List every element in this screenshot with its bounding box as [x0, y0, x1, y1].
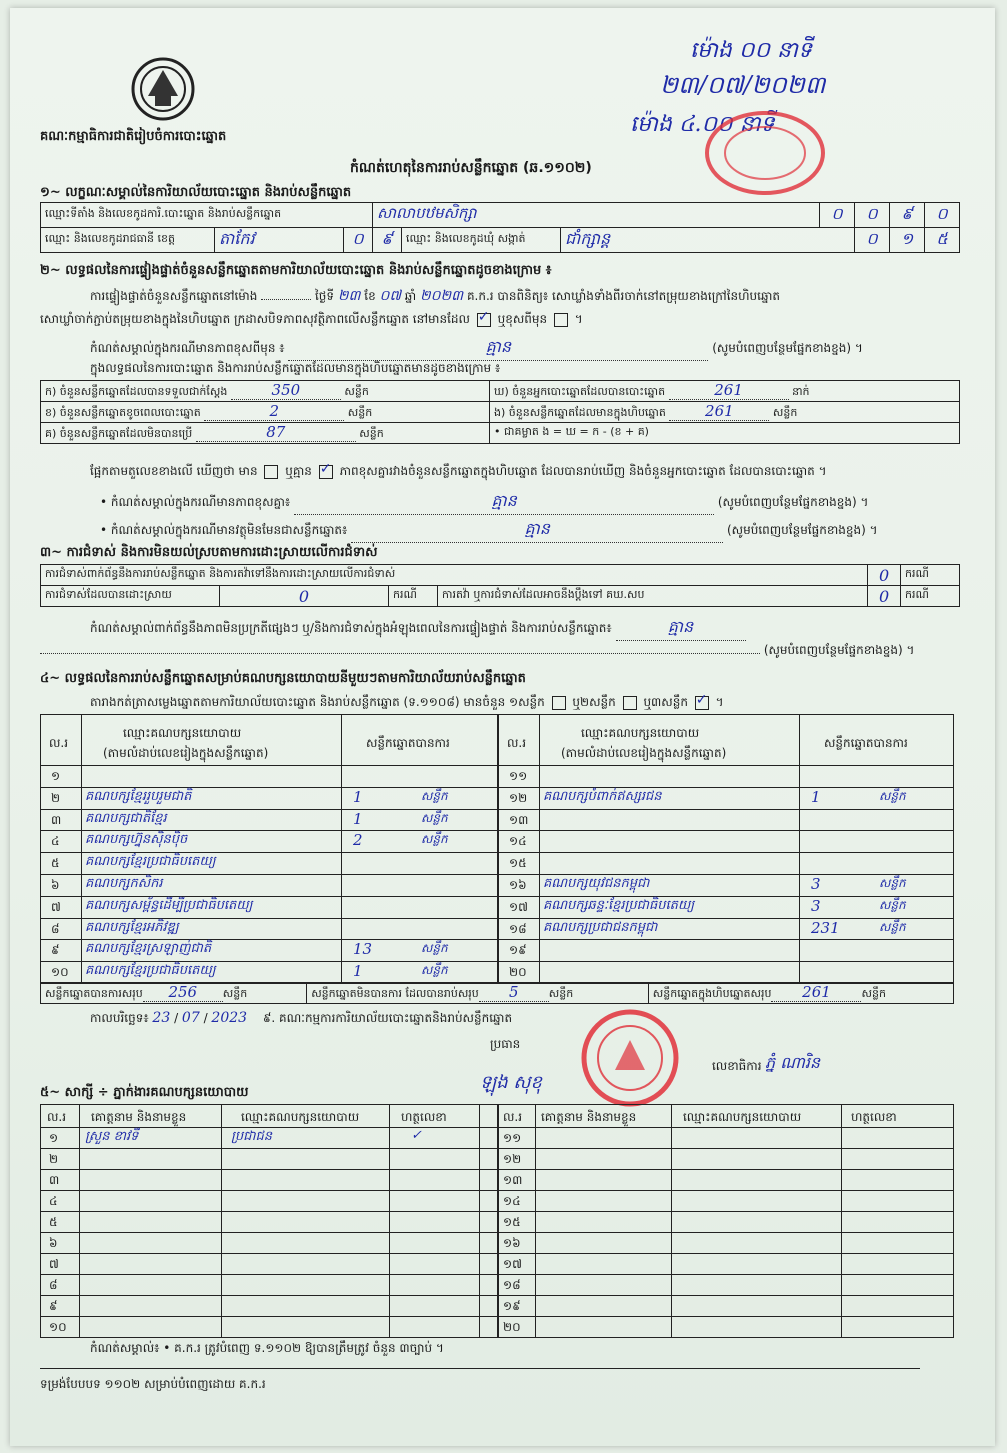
witness-left-no: ២: [49, 1152, 59, 1166]
ballots-received-unit: សន្លឹក: [344, 385, 369, 398]
appeal-value: 0: [868, 586, 901, 607]
witness-right-no: ១៨: [503, 1278, 521, 1292]
total-box-unit: សន្លឹក: [861, 987, 886, 1000]
results-right-col-votes: សន្លឹកឆ្នោតបានការ: [824, 736, 908, 750]
verify-time-blank: [261, 299, 311, 300]
secretary-label: លេខាធិការ: [712, 1059, 762, 1073]
compare-line: [90, 463, 827, 481]
results-left-row-party: គណបក្សខ្មែរប្រជាធិបតេយ្យ: [85, 963, 216, 979]
org-name: គណៈកម្មាធិការជាតិរៀបចំការបោះឆ្នោត: [40, 129, 227, 144]
handwritten-note-1: ម៉ោង ០០ នាទី: [690, 38, 812, 63]
witness-row-line: [41, 1274, 953, 1275]
irregularity-note-label: កំណត់សម្គាល់ពាក់ព័ន្ធនឹងភាពមិនប្រក្រតីផ្សេងៗ ឬ/និងការជំទាស់ក្នុងអំឡុងពេលនៃការផ្ទៀងផ្ទាត់ និងការរាប់សន្លឹកឆ្នោត៖: [90, 621, 612, 635]
results-right-row-unit: សន្លឹក: [879, 788, 906, 803]
witness-header-5: គោត្តនាម និងនាមខ្លួន: [541, 1110, 637, 1124]
count-row-c: [41, 423, 490, 444]
results-right-col-party: ឈ្មោះគណបក្សនយោបាយ: [581, 726, 700, 740]
section1-title: ១~ លក្ខណៈសម្គាល់នៃការិយាល័យបោះឆ្នោត និងរាប់សន្លឹកឆ្នោត: [40, 185, 352, 200]
results-right-row-no: ២០: [509, 965, 527, 980]
section2-title: ២~ លទ្ធផលនៃការផ្ទៀងផ្ទាត់ចំនួនសន្លឹកឆ្នោតតាមការិយាល័យបោះឆ្នោត និងរាប់សន្លឹកឆ្នោតដូចខាងក្រោម ៖: [40, 263, 552, 278]
location-code-3: ៩: [890, 203, 925, 228]
results-right-row-no: ១៩: [509, 943, 527, 958]
witness-left-no: ៤: [49, 1194, 58, 1208]
witness-row-line: [41, 1232, 953, 1233]
witness-right-no: ១៧: [503, 1257, 522, 1271]
form-title: កំណត់ហេតុនៃការរាប់សន្លឹកឆ្នោត (ឆ.១១០២): [350, 160, 592, 176]
witness-row-line: [41, 1169, 953, 1170]
province-label: ឈ្មោះ និងលេខកូដរាជធានី ខេត្ត: [41, 228, 215, 253]
year-label: ឆ្នាំ: [404, 289, 417, 303]
irregularity-extra-field[interactable]: [40, 653, 760, 654]
total-box-value: 261: [771, 983, 861, 1002]
section3-title: ៣~ ការជំទាស់ និងការមិនយល់ស្របតាមការដោះស្រាយលើការជំទាស់: [40, 545, 378, 560]
results-left-row-unit: សន្លឹក: [421, 832, 448, 847]
total-valid-value: 256: [143, 983, 223, 1002]
objections-unit: ករណី: [901, 565, 960, 586]
objections-label: ការជំទាស់ពាក់ព័ន្ធនឹងការរាប់សន្លឹកឆ្នោត និងការតវ៉ាទៅនឹងការដោះស្រាយលើការជំទាស់: [41, 565, 868, 586]
count-row-a: [41, 381, 490, 402]
results-left-row-party: គណបក្សខ្មែរប្រជាធិបតេយ្យ: [85, 854, 216, 870]
witness-right-no: ១៤: [503, 1194, 521, 1208]
province-code-1: ០: [344, 228, 373, 253]
note2-fill-note: (សូមបំពេញបន្ថែមផ្នែកខាងខ្នង) ។: [726, 523, 878, 537]
results-left-row-party: គណបក្សហ្វ៊ុនស៊ិនប៉ិច: [85, 832, 188, 848]
results-right: [499, 715, 953, 983]
count-row-d: [490, 381, 960, 402]
results-left-row-unit: សន្លឹក: [421, 810, 448, 825]
three-sheets-checkbox[interactable]: [695, 696, 709, 710]
commune-code-3: ៥: [925, 228, 960, 253]
note2-field[interactable]: [351, 518, 723, 543]
chair-label: ប្រធាន: [490, 1037, 521, 1051]
totals-table: [40, 982, 954, 1004]
results-left-row-no: ២: [51, 790, 61, 805]
counts-table: [40, 380, 960, 444]
one-sheet-checkbox[interactable]: [552, 696, 566, 710]
results-left-row-no: ៧: [51, 899, 61, 914]
footnote: កំណត់សម្គាល់៖ • គ.ក.រ ត្រូវបំពេញ ទ.១១០២ ឱ្យបានត្រឹមត្រូវ ចំនួន ៣ច្បាប់ ។: [90, 1341, 444, 1355]
location-code-4: ០: [925, 203, 960, 228]
witness-header-0: ល.រ: [47, 1110, 67, 1124]
irregularity-note-line: [90, 616, 746, 641]
voters-voted-value: 261: [669, 381, 789, 400]
results-right-row-line: [499, 830, 953, 831]
results-right-row-no: ១៥: [509, 856, 527, 871]
compare-text: ភាពខុសគ្នារវាងចំនួនសន្លឹកឆ្នោតក្នុងហិបឆ្នោត ដែលបានរាប់ឃើញ និងចំនួនអ្នកបោះឆ្នោត ដែលបានបោះឆ្នោត ។: [339, 464, 827, 478]
tally-sheet-text: តារាងកត់ត្រាសម្លេងឆ្នោតតាមការិយាល័យបោះឆ្នោត និងរាប់សន្លឹកឆ្នោត (ទ.១១០៨) មានចំនួន ១សន្លឹក: [90, 695, 545, 709]
witness-left-no: ៦: [49, 1236, 58, 1250]
note1-label: • កំណត់សម្គាល់ក្នុងករណីមានភាពខុសគ្នា៖: [100, 495, 291, 509]
secretary-name: ភ្នំ ណារិន: [765, 1053, 821, 1072]
date-year: 2023: [211, 1010, 248, 1026]
different-checkbox[interactable]: [554, 313, 568, 327]
month-value: ០៧: [379, 288, 401, 304]
results-left-divider-2: [341, 715, 342, 983]
year-value: ២០២៣: [420, 288, 464, 304]
witness-header-7: ហត្ថលេខា: [851, 1110, 897, 1124]
results-right-row-party: គណបក្សឆន្ទៈខ្មែរប្រជាធិបតេយ្យ: [543, 897, 695, 913]
total-box-label: សន្លឹកឆ្នោតក្នុងហិបឆ្នោតសរុប: [652, 987, 772, 1000]
location-label: ឈ្មោះទីតាំង និងលេខកូដការិ.បោះឆ្នោត និងរាប់សន្លឹកឆ្នោត: [41, 203, 373, 228]
results-left-row-party: គណបក្សខ្មែរអភិវឌ្ឍ: [85, 919, 179, 935]
total-invalid-value: 5: [479, 983, 549, 1002]
results-left-row-no: ១០: [51, 965, 69, 980]
commune-code-2: ១: [890, 228, 925, 253]
three-sheets-label: ឬ៣សន្លឹក: [643, 695, 688, 709]
has-difference-checkbox[interactable]: [264, 465, 278, 479]
two-sheets-checkbox[interactable]: [623, 696, 637, 710]
total-invalid-cell: [307, 983, 649, 1004]
different-label: ឬខុសពីមុន: [497, 312, 548, 326]
appeal-unit: ករណី: [901, 586, 960, 607]
witness-name: ស្រួន ខាវទី: [85, 1129, 139, 1144]
verify-time-label: ការផ្ទៀងផ្ទាត់ចំនួនសន្លឹកឆ្នោតនៅម៉ោង: [90, 289, 258, 303]
note1-field[interactable]: [294, 490, 714, 515]
results-left-col-no: ល.រ: [49, 736, 69, 750]
witness-col-divider: [479, 1105, 480, 1337]
witness-row-line: [41, 1148, 953, 1149]
irregularity-fill-line: [40, 642, 950, 660]
verify-text: គ.ក.រ បានពិនិត្យ៖ សោឃ្លាំងទាំងពីរចាក់នៅតម្រុយខាងក្រៅនៃហិបឆ្នោត: [466, 289, 781, 303]
witness-table: [40, 1104, 954, 1338]
witness-signature: ✓: [411, 1128, 422, 1143]
compare-has-label: ផ្អែកតាមតួលេខខាងលើ ឃើញថា មាន: [90, 464, 258, 478]
results-right-row-no: ១៧: [509, 899, 528, 914]
results-left-row-votes: 13: [353, 940, 373, 959]
witness-row-line: [41, 1127, 953, 1128]
appeal-label: ការតវ៉ា ឬការជំទាស់ដែលអាចនឹងប្តឹងទៅ គឃ.សប: [438, 586, 868, 607]
emblem-logo: [128, 56, 198, 122]
month-label: ខែ: [364, 289, 376, 303]
note2-line: [100, 518, 878, 543]
witness-left-no: ១: [49, 1131, 59, 1145]
form-page: [10, 8, 995, 1446]
witness-header-6: ឈ្មោះគណបក្សនយោបាយ: [683, 1110, 802, 1124]
ballots-in-box-label: ង) ចំនួនសន្លឹកឆ្នោតដែលមានក្នុងហិបឆ្នោត: [494, 406, 666, 419]
results-right-header-line: [499, 765, 953, 766]
results-left-row-unit: សន្លឹក: [421, 963, 448, 978]
verification-line-1: [90, 286, 780, 307]
commune-label: ឈ្មោះ និងលេខកូដឃុំ សង្កាត់: [402, 228, 561, 253]
province-value: តាកែវ: [215, 228, 344, 253]
witness-header-4: ល.រ: [503, 1110, 523, 1124]
witness-right-no: ១៣: [503, 1173, 523, 1187]
irregularity-note-field[interactable]: [616, 616, 746, 641]
results-left-row-votes: 1: [353, 962, 363, 981]
witness-right-no: ១៦: [503, 1236, 521, 1250]
date-line: កាលបរិច្ឆេទ៖ 23 / 07 / 2023 ៩. គណៈកម្មការការិយាល័យបោះឆ្នោតនិងរាប់សន្លឹកឆ្នោត: [90, 1010, 513, 1026]
results-left-row-no: ១: [51, 769, 61, 783]
total-valid-cell: [41, 983, 307, 1004]
witness-row-line: [41, 1295, 953, 1296]
results-left-row-no: ៦: [51, 878, 60, 892]
witness-right-no: ១៥: [503, 1215, 521, 1229]
count-row-b: [41, 402, 490, 423]
witness-row-line: [41, 1190, 953, 1191]
note1-value: គ្មាន: [491, 491, 517, 510]
date-day: 23: [152, 1010, 171, 1026]
no-difference-checkbox[interactable]: [319, 465, 333, 479]
handwritten-note-2: ម៉ោង ៤.០០ នាទី: [630, 112, 775, 137]
results-right-col-no: ល.រ: [507, 736, 527, 750]
location-code-2: ០: [855, 203, 890, 228]
tally-sheet-line: តារាងកត់ត្រាសម្លេងឆ្នោតតាមការិយាល័យបោះឆ្នោត និងរាប់សន្លឹកឆ្នោត (ទ.១១០៨) មានចំនួន ១សន្លឹក ឬ២សន្លឹក ឬ៣សន្លឹក ✓ ។: [90, 694, 724, 712]
results-left-row-votes: 1: [353, 809, 363, 828]
irregularity-fill-note: (សូមបំពេញបន្ថែមផ្នែកខាងខ្នង) ។: [763, 643, 915, 657]
seal-text: សោឃ្លាំចាក់ភ្ជាប់តម្រុយខាងក្នុងនៃហិបឆ្នោត ក្រដាសបិទភាពសុវត្ថិភាពលើសន្លឹកឆ្នោត នៅមានដែល: [40, 312, 470, 326]
witness-header-2: ឈ្មោះគណបក្សនយោបាយ: [241, 1110, 360, 1124]
results-right-row-line: [499, 939, 953, 940]
results-left-row-party: គណបក្សខ្មែរស្រឡាញ់ជាតិ: [85, 941, 212, 957]
witness-col-divider: [221, 1105, 222, 1337]
results-right-row-no: ១៦: [509, 878, 527, 892]
note1-fill-note: (សូមបំពេញបន្ថែមផ្នែកខាងខ្នង) ។: [717, 495, 869, 509]
counts-intro: ក្នុងលទ្ធផលនៃការបោះឆ្នោត និងការរាប់សន្លឹកឆ្នោតដែលមានក្នុងហិបឆ្នោតមានដូចខាងក្រោម ៖: [90, 361, 501, 375]
committee-label: ៩. គណៈកម្មការការិយាល័យបោះឆ្នោតនិងរាប់សន្លឹកឆ្នោត: [262, 1011, 513, 1025]
results-right-row-votes: 1: [811, 787, 821, 806]
note1-line: [100, 490, 868, 515]
spoiled-ballots-label: ខ) ចំនួនសន្លឹកឆ្នោតខូចពេលបោះឆ្នោត: [45, 406, 201, 419]
note2-label: • កំណត់សម្គាល់ក្នុងករណីមានវត្ថុមិនមែនជាសន្លឹកឆ្នោត៖: [100, 523, 348, 537]
witness-row-line: [41, 1316, 953, 1317]
ballots-received-value: 350: [231, 381, 341, 400]
ballots-in-box-value: 261: [669, 402, 769, 421]
results-left-row-no: ៩: [51, 943, 60, 958]
witness-row-line: [41, 1211, 953, 1212]
handwritten-date: ២៣/០៧/២០២៣: [660, 71, 826, 99]
results-left-row-party: គណបក្សខ្មែររួបរួមជាតិ: [85, 788, 192, 804]
date-label: កាលបរិច្ឆេទ៖: [90, 1011, 149, 1025]
total-invalid-label: សន្លឹកឆ្នោតមិនបានការ ដែលបានរាប់សរុប: [311, 987, 479, 1000]
compare-none-label: ឬគ្មាន: [285, 464, 312, 478]
results-right-row-no: ១១: [509, 769, 528, 783]
results-right-row-party: គណបក្សបំពាក់ឥស្សរជន: [543, 788, 662, 804]
resolved-label: ការជំទាស់ដែលបានដោះស្រាយ: [41, 586, 220, 607]
two-sheets-label: ឬ២សន្លឹក: [572, 695, 616, 709]
unused-ballots-unit: សន្លឹក: [359, 427, 384, 440]
results-right-row-no: ១៤: [509, 834, 527, 849]
results-right-row-votes: 3: [811, 896, 821, 915]
difference-note-value: គ្មាន: [485, 337, 512, 356]
results-right-row-votes: 3: [811, 875, 821, 893]
unused-ballots-value: 87: [196, 423, 356, 442]
witness-left-no: ៨: [49, 1278, 58, 1292]
results-right-row-no: ១៨: [509, 921, 527, 936]
location-table: [40, 202, 960, 253]
count-row-e: [490, 402, 960, 423]
spoiled-ballots-unit: សន្លឹក: [347, 406, 373, 419]
results-left-row-votes: 2: [353, 831, 363, 850]
witness-col-divider: [535, 1105, 536, 1337]
irregularity-note-value: គ្មាន: [667, 617, 694, 636]
results-right-row-line: [499, 809, 953, 810]
results-right-row-line: [499, 852, 953, 853]
witness-header-1: គោត្តនាម និងនាមខ្លួន: [91, 1110, 187, 1124]
witness-party: ប្រជាជន: [231, 1129, 273, 1144]
results-left-col-votes: សន្លឹកឆ្នោតបានការ: [366, 736, 450, 750]
witness-col-divider: [671, 1105, 672, 1337]
location-code-1: ០: [820, 203, 855, 228]
note2-value: គ្មាន: [524, 519, 550, 538]
resolved-unit: ករណី: [389, 586, 438, 607]
witness-left-no: ៥: [49, 1215, 58, 1229]
results-right-row-party: គណបក្សប្រជាជនកម្ពុជា: [543, 919, 658, 935]
results-right-row-unit: សន្លឹក: [879, 876, 906, 890]
ballots-in-box-unit: សន្លឹក: [772, 406, 798, 419]
results-right-col-party-sub: (តាមលំដាប់លេខរៀងក្នុងសន្លឹកឆ្នោត): [561, 746, 727, 760]
location-value: សាលាបឋមសិក្សា: [373, 203, 820, 228]
results-left-row-no: ៣: [51, 812, 62, 827]
witness-col-divider: [841, 1105, 842, 1337]
results-left-row-no: ៥: [51, 856, 60, 871]
difference-fill-note: (សូមបំពេញបន្ថែមផ្នែកខាងខ្នង) ។: [712, 341, 863, 355]
witness-col-divider: [497, 1105, 499, 1337]
witness-right-no: ១១: [503, 1131, 522, 1145]
results-right-row-party: គណបក្សយុវជនកម្ពុជា: [543, 876, 650, 891]
results-left-col-party: ឈ្មោះគណបក្សនយោបាយ: [123, 726, 242, 740]
witness-row-line: [41, 1253, 953, 1254]
results-left-row-unit: សន្លឹក: [421, 941, 448, 956]
results-right-divider-2: [799, 715, 800, 983]
spoiled-ballots-value: 2: [204, 402, 344, 421]
witness-left-no: ៧: [49, 1257, 59, 1271]
results-right-row-no: ១២: [509, 790, 528, 805]
total-invalid-unit: សន្លឹក: [548, 987, 574, 1000]
results-right-row-line: [499, 961, 953, 962]
results-left-row-no: ៨: [51, 921, 60, 936]
ballots-received-label: ក) ចំនួនសន្លឹកឆ្នោតដែលបានទទួលជាក់ស្តែង: [45, 385, 228, 398]
voters-voted-label: ឃ) ចំនួនអ្នកបោះឆ្នោតដែលបានបោះឆ្នោត: [494, 385, 666, 398]
commune-code-1: ០: [855, 228, 890, 253]
results-left-row-party: គណបក្សសម្ព័ន្ធដើម្បីប្រជាធិបតេយ្យ: [85, 897, 253, 913]
results-right-row-no: ១៣: [509, 812, 529, 827]
day-value: ២៣: [337, 288, 361, 304]
form-footer: ទម្រង់បែបបទ ១១០២ សម្រាប់បំពេញដោយ គ.ក.រ: [40, 1377, 266, 1391]
witness-left-no: ៣: [49, 1173, 60, 1187]
formula-cell: • ជាគម្លាត ង = ឃ = ក - (ខ + គ): [490, 423, 960, 444]
voters-voted-unit: នាក់: [792, 385, 810, 398]
total-box-cell: [648, 983, 953, 1004]
results-left-row-unit: សន្លឹក: [421, 788, 448, 803]
witness-col-divider: [389, 1105, 390, 1337]
red-stamp-top: [700, 108, 830, 198]
objections-table: [40, 564, 960, 607]
results-left-header-line: [41, 765, 497, 766]
witness-left-no: ១០: [49, 1320, 67, 1334]
results-left: [41, 715, 499, 983]
red-seal-bottom: [570, 1008, 690, 1108]
section5-title: ៥~ សាក្សី ÷ ភ្នាក់ងារគណបក្សនយោបាយ: [40, 1085, 249, 1100]
footer-line: [40, 1368, 920, 1369]
results-right-row-unit: សន្លឹក: [879, 919, 906, 934]
verification-line-2: សោឃ្លាំចាក់ភ្ជាប់តម្រុយខាងក្នុងនៃហិបឆ្នោត ក្រដាសបិទភាពសុវត្ថិភាពលើសន្លឹកឆ្នោត នៅមានដែល ✓ ឬខុសពីមុន ។: [40, 311, 583, 329]
results-left-row-votes: 1: [353, 787, 363, 806]
difference-note-line: [90, 336, 863, 361]
results-left-divider-1: [81, 715, 82, 983]
objections-value: 0: [868, 565, 901, 586]
witness-header-3: ហត្ថលេខា: [401, 1110, 447, 1124]
results-table: [40, 714, 954, 984]
results-left-row-party: គណបក្សកសិករ: [85, 876, 163, 891]
results-right-divider-1: [539, 715, 540, 983]
section4-title: ៤~ លទ្ធផលនៃការរាប់សន្លឹកឆ្នោតសម្រាប់គណបក្សនយោបាយនីមួយៗតាមការិយាល័យរាប់សន្លឹកឆ្នោត: [40, 671, 526, 686]
province-code-2: ៩: [373, 228, 402, 253]
witness-left-no: ៩: [49, 1299, 58, 1313]
witness-col-divider: [79, 1105, 80, 1337]
resolved-value: 0: [220, 586, 389, 607]
same-checkbox[interactable]: [477, 313, 491, 327]
difference-note-field[interactable]: [288, 336, 708, 361]
difference-note-label: កំណត់សម្គាល់ក្នុងករណីមានភាពខុសពីមុន ៖: [90, 341, 285, 355]
results-left-row-party: គណបក្សជាតិខ្មែរ: [85, 810, 167, 826]
chair-signature: ឡុង សុខុ: [480, 1072, 542, 1093]
unused-ballots-label: គ) ចំនួនសន្លឹកឆ្នោតដែលមិនបានប្រើ: [45, 427, 193, 440]
total-valid-unit: សន្លឹក: [222, 987, 248, 1000]
results-left-col-party-sub: (តាមលំដាប់លេខរៀងក្នុងសន្លឹកឆ្នោត): [103, 746, 269, 760]
witness-right-no: ១៩: [503, 1299, 521, 1313]
results-right-row-unit: សន្លឹក: [879, 897, 906, 912]
witness-right-no: ២០: [503, 1320, 521, 1334]
results-right-row-votes: 231: [811, 918, 840, 937]
total-valid-label: សន្លឹកឆ្នោតបានការសរុប: [45, 987, 143, 1000]
date-month: 07: [181, 1010, 200, 1026]
witness-right-no: ១២: [503, 1152, 522, 1166]
day-label: ថ្ងៃទី: [315, 289, 335, 303]
commune-value: ជាំក្សាន្ត: [561, 228, 855, 253]
results-left-row-no: ៤: [51, 834, 60, 849]
